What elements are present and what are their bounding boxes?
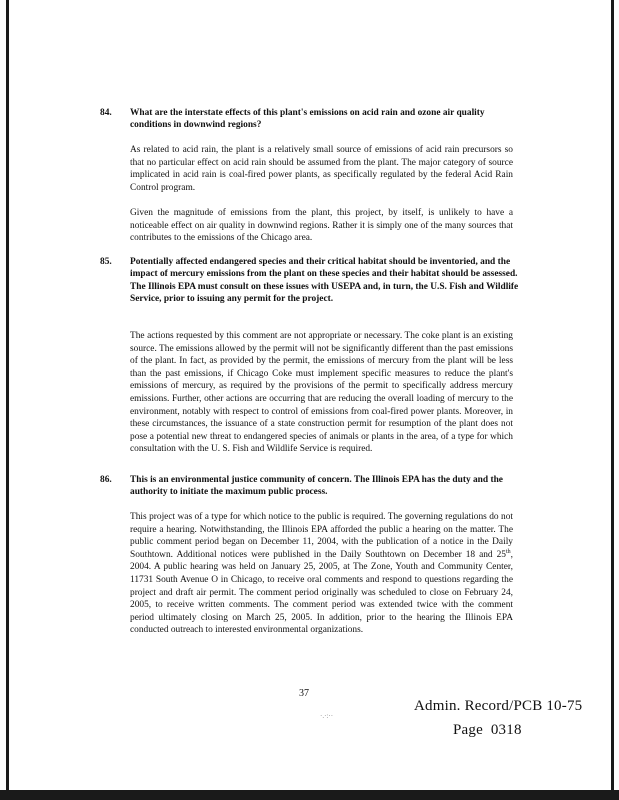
question-number: 86. [100, 475, 112, 485]
answer-86-paragraph-1 [130, 511, 513, 637]
scan-border-right [611, 0, 614, 790]
scan-border-left [6, 0, 9, 790]
bates-page-stamp: Page 0318 [453, 722, 522, 738]
ordinal-suffix: th [505, 548, 511, 555]
scan-noise: ·.·:·· [320, 712, 334, 720]
question-85 [100, 256, 520, 305]
question-84 [100, 107, 520, 132]
answer-text-b: , 2004. A public hearing was held on January 25, 2005, at The Zone, Youth and Community Center, 11731 South Avenue O in Chicago, to receive oral comments and respond to questions regarding the project and draft air permit. The comment period originally was scheduled to close on February 24, 2005, to receive written comments. The comment period was extended twice with the comment period ultimately closing on March 25, 2005. In addition, prior to the hearing the Illinois EPA conducted outreach to interested environmental organizations. [130, 549, 513, 636]
answer-text-a: This project was of a type for which notice to the public is required. The governing regulations do not require a hearing. Notwithstanding, the Illinois EPA afforded the public a hearing on the matter. The public comment period began on December 11, 2004, with the publication of a notice in the Daily Southtown. Additional notices were published in the Daily Southtown on December 18 and 25 [130, 512, 513, 560]
question-number: 85. [100, 257, 112, 267]
question-86 [100, 474, 520, 499]
question-number: 84. [100, 108, 112, 118]
question-text: Potentially affected endangered species and their critical habitat should be inventoried, and the impact of mercury emissions from the plant on these species and their habitat should be assessed. The Illinois EPA must consult on these issues with USEPA and, in turn, the U.S. Fish and Wildlife Service, prior to issuing any permit for the project. [130, 257, 519, 304]
scan-border-bottom [0, 790, 619, 800]
answer-84-paragraph-2: Given the magnitude of emissions from the plant, this project, by itself, is unlikely to have a noticeable effect on air quality in downwind regions. Rather it is simply one of the many sources that contributes to the emissions of the Chicago area. [130, 208, 513, 244]
page-number: 37 [299, 688, 309, 699]
question-text: This is an environmental justice community of concern. The Illinois EPA has the duty and the authority to initiate the maximum public process. [130, 475, 503, 498]
answer-85-paragraph-1: The actions requested by this comment are not appropriate or necessary. The coke plant is an existing source. The emissions allowed by the permit will not be significantly different than the past emissions of the plant. In fact, as provided by the permit, the emissions of mercury from the plant will be less than the past emissions, if Chicago Coke must implement specific measures to reduce the plant's emissions of mercury, as required by the provisions of the permit to specifically address mercury emissions. Further, other actions are occurring that are reducing the overall loading of mercury to the environment, notably with respect to control of emissions from coal-fired power plants. Moreover, in these circumstances, the issuance of a state construction permit for resumption of the plant does not pose a potential new threat to endangered species of animals or plants in the area, of a type for which consultation with the U. S. Fish and Wildlife Service is required. [130, 331, 513, 455]
answer-84-paragraph-1: As related to acid rain, the plant is a relatively small source of emissions of acid rain precursors so that no particular effect on acid rain should be assumed from the plant. The major category of source implicated in acid rain is coal-fired power plants, as specifically regulated by the federal Acid Rain Control program. [130, 145, 513, 193]
question-text: What are the interstate effects of this plant's emissions on acid rain and ozone air quality conditions in downwind regions? [130, 108, 485, 131]
admin-record-stamp: Admin. Record/PCB 10-75 [414, 698, 583, 714]
